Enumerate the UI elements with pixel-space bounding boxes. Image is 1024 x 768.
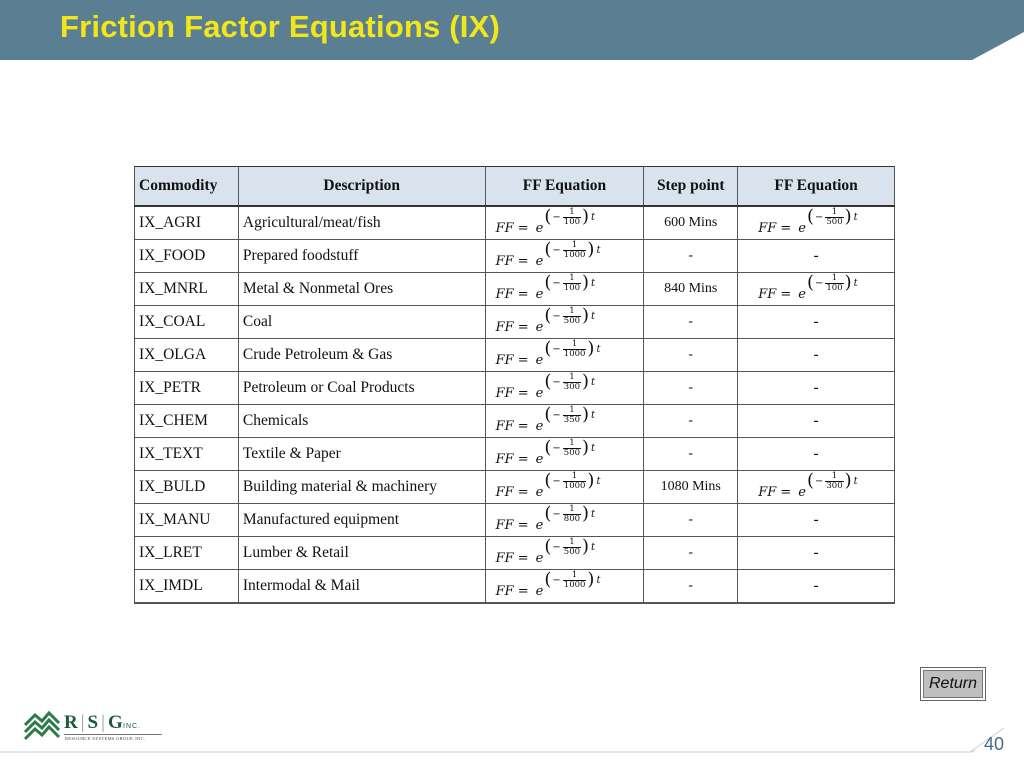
formula-exponent: [544, 406, 595, 425]
formula-paren: (: [544, 239, 552, 261]
formula-minus: −: [552, 574, 561, 586]
formula-variable: t: [596, 574, 601, 586]
ff-equation-cell: [485, 339, 644, 372]
formula-paren: (: [544, 404, 552, 426]
ff-equation-cell: [485, 240, 644, 273]
ff-formula-2: [758, 206, 858, 238]
formula-variable: t: [591, 310, 596, 322]
logo-separator: |: [80, 712, 86, 733]
formula-paren: (: [806, 206, 814, 228]
ff-formula: [495, 503, 596, 535]
formula-variable: t: [591, 376, 596, 388]
formula-base: e: [535, 517, 544, 533]
formula-minus: −: [815, 211, 824, 223]
description-cell: Building material & machinery: [238, 471, 485, 504]
formula-paren: ): [582, 404, 590, 426]
formula-fraction: [563, 571, 587, 590]
formula-denominator: 1000: [563, 480, 586, 491]
formula-denominator: 500: [826, 216, 843, 227]
formula-variable: t: [853, 475, 858, 487]
formula-numerator: 1: [571, 338, 578, 349]
formula-variable: t: [591, 277, 596, 289]
formula-denominator: 1000: [563, 348, 586, 359]
commodity-cell: IX_TEXT: [135, 438, 239, 471]
ff-equation-cell: [485, 206, 644, 240]
slide-title: Friction Factor Equations (IX): [60, 9, 501, 44]
formula-base: e: [535, 286, 544, 302]
step-point-cell: -: [644, 372, 738, 405]
formula-paren: (: [806, 470, 814, 492]
formula-fraction: [563, 241, 587, 260]
description-cell: Crude Petroleum & Gas: [238, 339, 485, 372]
formula-variable: t: [591, 409, 596, 421]
table-row: [135, 537, 895, 570]
commodity-cell: IX_LRET: [135, 537, 239, 570]
ff-formula: [495, 338, 601, 370]
formula-lhs: FF =: [495, 352, 529, 368]
table-header-row: [135, 167, 895, 207]
formula-denominator: 300: [563, 381, 581, 392]
table-row: [135, 504, 895, 537]
formula-fraction: [563, 538, 581, 557]
description-cell: Lumber & Retail: [238, 537, 485, 570]
header-ff-equation: FF Equation: [485, 167, 644, 207]
formula-paren: ): [844, 206, 852, 228]
step-point-cell: -: [644, 405, 738, 438]
formula-base: e: [535, 583, 544, 599]
ff-equation-cell: [485, 570, 644, 604]
formula-base: e: [535, 418, 544, 434]
commodity-cell: IX_FOOD: [135, 240, 239, 273]
ff-equation-cell: [485, 438, 644, 471]
formula-minus: −: [552, 310, 561, 322]
formula-variable: t: [591, 442, 596, 454]
rsg-mountain-logo: [24, 709, 62, 743]
formula-denominator: 100: [563, 282, 581, 293]
commodity-cell: IX_MANU: [135, 504, 239, 537]
formula-fraction: [563, 208, 581, 227]
formula-denominator: 300: [826, 480, 843, 491]
ff-formula: [495, 569, 601, 601]
ff-formula-2: [758, 272, 858, 304]
formula-paren: (: [544, 569, 552, 591]
description-cell: Coal: [238, 306, 485, 339]
table-row: [135, 570, 895, 604]
table-row: [135, 206, 895, 240]
return-button[interactable]: Return: [920, 667, 986, 701]
formula-exponent: [544, 241, 600, 260]
formula-minus: −: [552, 508, 561, 520]
ff-equation-2-cell: -: [738, 240, 895, 273]
formula-base: e: [798, 220, 806, 236]
formula-numerator: 1: [569, 536, 575, 547]
step-point-cell: 840 Mins: [644, 273, 738, 306]
formula-fraction: [563, 373, 581, 392]
formula-numerator: 1: [571, 470, 578, 481]
ff-formula: [495, 206, 596, 238]
formula-lhs: FF =: [758, 220, 792, 236]
logo-rule: [64, 734, 162, 735]
table-row: [135, 372, 895, 405]
step-point-cell: 1080 Mins: [644, 471, 738, 504]
ff-formula: [495, 272, 596, 304]
ff-equation-2-cell: -: [738, 570, 895, 604]
formula-minus: −: [552, 376, 561, 388]
ff-equation-cell: [485, 405, 644, 438]
formula-minus: −: [552, 277, 561, 289]
step-point-cell: -: [644, 537, 738, 570]
formula-paren: ): [844, 470, 852, 492]
formula-lhs: FF =: [758, 484, 792, 500]
commodity-cell: IX_AGRI: [135, 206, 239, 240]
description-cell: Chemicals: [238, 405, 485, 438]
description-cell: Textile & Paper: [238, 438, 485, 471]
ff-equation-2-cell: -: [738, 438, 895, 471]
formula-variable: t: [853, 211, 858, 223]
formula-exponent: [807, 208, 858, 227]
formula-lhs: FF =: [495, 517, 529, 533]
formula-minus: −: [552, 244, 561, 256]
formula-paren: (: [544, 503, 552, 525]
ff-equation-2-cell: -: [738, 306, 895, 339]
footer-rule: [0, 750, 1024, 768]
formula-variable: t: [596, 244, 601, 256]
formula-base: e: [535, 451, 544, 467]
logo-letter-r: R: [64, 712, 79, 733]
formula-exponent: [544, 571, 600, 590]
formula-lhs: FF =: [495, 550, 529, 566]
formula-fraction: [563, 307, 581, 326]
formula-lhs: FF =: [495, 319, 529, 335]
formula-numerator: 1: [569, 437, 575, 448]
table-row: [135, 405, 895, 438]
step-point-cell: -: [644, 570, 738, 604]
ff-equation-2-cell: -: [738, 405, 895, 438]
ff-formula: [495, 437, 596, 469]
step-point-cell: -: [644, 240, 738, 273]
formula-denominator: 350: [563, 414, 581, 425]
table-row: [135, 240, 895, 273]
formula-minus: −: [552, 541, 561, 553]
formula-minus: −: [552, 211, 561, 223]
step-point-cell: -: [644, 306, 738, 339]
formula-paren: (: [544, 371, 552, 393]
formula-paren: ): [582, 503, 590, 525]
formula-denominator: 800: [563, 513, 581, 524]
formula-exponent: [544, 373, 595, 392]
formula-minus: −: [552, 343, 561, 355]
formula-fraction: [563, 505, 581, 524]
formula-paren: ): [582, 206, 590, 228]
formula-paren: ): [587, 569, 595, 591]
ff-equation-2-cell: -: [738, 504, 895, 537]
formula-fraction: [825, 208, 843, 227]
formula-denominator: 1000: [563, 249, 586, 260]
formula-base: e: [535, 220, 544, 236]
formula-fraction: [563, 274, 581, 293]
ff-equation-cell: [485, 273, 644, 306]
formula-numerator: 1: [571, 239, 578, 250]
formula-minus: −: [552, 409, 561, 421]
formula-paren: ): [587, 338, 595, 360]
formula-paren: ): [587, 239, 595, 261]
logo-inc: INC.: [123, 723, 141, 730]
ff-equation-2-cell: -: [738, 372, 895, 405]
formula-numerator: 1: [831, 206, 838, 217]
table-row: [135, 339, 895, 372]
ff-equation-cell: [485, 504, 644, 537]
header-ff-equation-2: FF Equation: [738, 167, 895, 207]
formula-paren: ): [582, 437, 590, 459]
formula-exponent: [544, 307, 595, 326]
description-cell: Petroleum or Coal Products: [238, 372, 485, 405]
formula-denominator: 500: [563, 447, 581, 458]
formula-numerator: 1: [571, 569, 578, 580]
formula-numerator: 1: [569, 272, 575, 283]
formula-base: e: [535, 385, 544, 401]
header-step-point: Step point: [644, 167, 738, 207]
logo-letter-g: G: [107, 712, 124, 733]
ff-formula: [495, 470, 601, 502]
formula-exponent: [544, 505, 595, 524]
formula-lhs: FF =: [495, 484, 529, 500]
commodity-cell: IX_IMDL: [135, 570, 239, 604]
description-cell: Manufactured equipment: [238, 504, 485, 537]
formula-lhs: FF =: [495, 286, 529, 302]
commodity-cell: IX_COAL: [135, 306, 239, 339]
formula-exponent: [807, 472, 858, 491]
ff-equation-2-cell: [738, 273, 895, 306]
table-row: [135, 471, 895, 504]
formula-exponent: [544, 538, 595, 557]
formula-paren: (: [806, 272, 814, 294]
header-commodity: Commodity: [135, 167, 239, 207]
ff-equation-2-cell: -: [738, 339, 895, 372]
formula-numerator: 1: [569, 206, 575, 217]
formula-paren: (: [544, 536, 552, 558]
formula-numerator: 1: [569, 404, 575, 415]
ff-equation-cell: [485, 306, 644, 339]
commodity-cell: IX_MNRL: [135, 273, 239, 306]
commodity-cell: IX_CHEM: [135, 405, 239, 438]
ff-equation-2-cell: -: [738, 537, 895, 570]
ff-formula: [495, 536, 596, 568]
formula-fraction: [563, 439, 581, 458]
logo-letters: [64, 712, 124, 734]
formula-base: e: [535, 319, 544, 335]
description-cell: Prepared foodstuff: [238, 240, 485, 273]
formula-denominator: 500: [563, 315, 581, 326]
formula-exponent: [544, 340, 600, 359]
formula-variable: t: [853, 277, 858, 289]
formula-paren: (: [544, 272, 552, 294]
formula-exponent: [544, 274, 595, 293]
description-cell: Metal & Nonmetal Ores: [238, 273, 485, 306]
friction-factor-table: [134, 166, 895, 604]
formula-denominator: 100: [563, 216, 581, 227]
formula-paren: ): [582, 371, 590, 393]
formula-fraction: [825, 274, 843, 293]
formula-exponent: [544, 208, 595, 227]
commodity-cell: IX_BULD: [135, 471, 239, 504]
formula-variable: t: [596, 343, 601, 355]
formula-base: e: [535, 550, 544, 566]
formula-base: e: [535, 352, 544, 368]
formula-base: e: [535, 253, 544, 269]
formula-fraction: [563, 472, 587, 491]
formula-numerator: 1: [569, 371, 575, 382]
formula-exponent: [544, 472, 600, 491]
ff-equation-cell: [485, 471, 644, 504]
formula-numerator: 1: [569, 503, 575, 514]
formula-numerator: 1: [831, 272, 838, 283]
formula-numerator: 1: [831, 470, 838, 481]
formula-base: e: [535, 484, 544, 500]
formula-fraction: [563, 340, 587, 359]
formula-exponent: [807, 274, 858, 293]
formula-exponent: [544, 439, 595, 458]
logo-separator: |: [101, 712, 106, 733]
formula-lhs: FF =: [495, 253, 529, 269]
formula-minus: −: [815, 475, 824, 487]
logo-letter-s: S: [87, 712, 100, 733]
formula-lhs: FF =: [495, 451, 529, 467]
formula-paren: (: [544, 470, 552, 492]
formula-denominator: 500: [563, 546, 581, 557]
table-row: [135, 438, 895, 471]
formula-paren: ): [582, 305, 590, 327]
formula-paren: ): [844, 272, 852, 294]
formula-fraction: [563, 406, 581, 425]
ff-formula: [495, 371, 596, 403]
ff-equation-2-cell: [738, 471, 895, 504]
logo-tagline: RESOURCE SYSTEMS GROUP, INC.: [65, 736, 146, 741]
formula-variable: t: [591, 508, 596, 520]
step-point-cell: -: [644, 504, 738, 537]
table-row: [135, 306, 895, 339]
formula-minus: −: [815, 277, 824, 289]
step-point-cell: 600 Mins: [644, 206, 738, 240]
formula-minus: −: [552, 442, 561, 454]
formula-fraction: [825, 472, 843, 491]
formula-denominator: 1000: [563, 579, 586, 590]
page-number: 40: [984, 734, 1005, 754]
table-body: [135, 206, 895, 603]
formula-paren: ): [582, 272, 590, 294]
formula-lhs: FF =: [495, 220, 529, 236]
formula-variable: t: [591, 211, 596, 223]
formula-base: e: [798, 484, 806, 500]
ff-formula: [495, 239, 601, 271]
step-point-cell: -: [644, 339, 738, 372]
formula-paren: (: [544, 437, 552, 459]
formula-lhs: FF =: [495, 385, 529, 401]
step-point-cell: -: [644, 438, 738, 471]
formula-variable: t: [591, 541, 596, 553]
formula-minus: −: [552, 475, 561, 487]
formula-base: e: [798, 286, 806, 302]
description-cell: Intermodal & Mail: [238, 570, 485, 604]
formula-paren: (: [544, 338, 552, 360]
formula-paren: (: [544, 305, 552, 327]
ff-equation-cell: [485, 537, 644, 570]
ff-equation-cell: [485, 372, 644, 405]
ff-formula: [495, 404, 596, 436]
formula-lhs: FF =: [495, 583, 529, 599]
description-cell: Agricultural/meat/fish: [238, 206, 485, 240]
formula-numerator: 1: [569, 305, 575, 316]
formula-denominator: 100: [826, 282, 843, 293]
formula-paren: ): [587, 470, 595, 492]
formula-lhs: FF =: [758, 286, 792, 302]
formula-lhs: FF =: [495, 418, 529, 434]
ff-formula-2: [758, 470, 858, 502]
commodity-cell: IX_PETR: [135, 372, 239, 405]
header-description: Description: [238, 167, 485, 207]
formula-paren: (: [544, 206, 552, 228]
table-row: [135, 273, 895, 306]
title-banner: [0, 0, 1024, 60]
formula-paren: ): [582, 536, 590, 558]
ff-formula: [495, 305, 596, 337]
commodity-cell: IX_OLGA: [135, 339, 239, 372]
ff-equation-2-cell: [738, 206, 895, 240]
formula-variable: t: [596, 475, 601, 487]
